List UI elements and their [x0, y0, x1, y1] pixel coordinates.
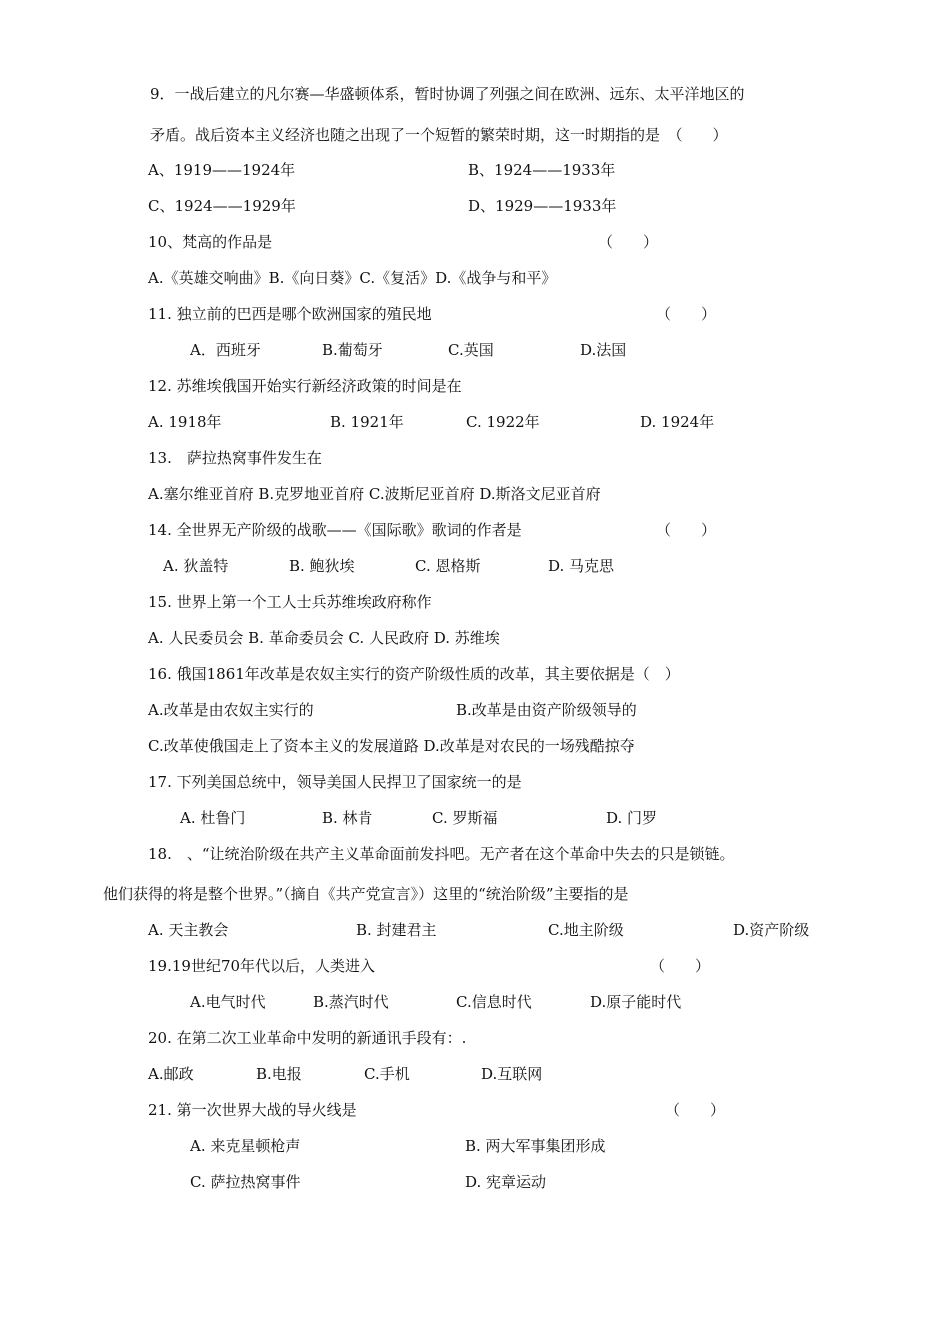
q21-option-d: D. 宪章运动: [465, 1173, 547, 1191]
q19-stem: 19.19世纪70年代以后，人类进入: [148, 957, 376, 975]
q19-option-d: D.原子能时代: [590, 993, 682, 1011]
q11-option-a: A．西班牙: [190, 341, 261, 359]
q14-option-d: D. 马克思: [548, 557, 615, 575]
q12-option-b: B. 1921年: [330, 413, 404, 431]
q12-option-d: D. 1924年: [640, 413, 715, 431]
q10-options: A.《英雄交响曲》B.《向日葵》C.《复活》D.《战争与和平》: [148, 269, 557, 287]
q14-option-c: C. 恩格斯: [415, 557, 481, 575]
q9-option-a: A、1919——1924年: [148, 161, 296, 179]
q18-stem-line1: 18. 、“让统治阶级在共产主义革命面前发抖吧。无产者在这个革命中失去的只是锁链。: [148, 845, 735, 863]
q14-stem: 14. 全世界无产阶级的战歌——《国际歌》歌词的作者是: [148, 521, 522, 539]
q16-options-cd: C.改革使俄国走上了资本主义的发展道路 D.改革是对农民的一场残酷掠夺: [148, 737, 635, 755]
q11-option-b: B.葡萄牙: [322, 341, 383, 359]
q17-option-d: D. 门罗: [606, 809, 658, 827]
q9-option-c: C、1924——1929年: [148, 197, 296, 215]
q16-option-a: A.改革是由农奴主实行的: [148, 701, 314, 719]
q20-option-a: A.邮政: [148, 1065, 194, 1083]
q16-stem: 16. 俄国1861年改革是农奴主实行的资产阶级性质的改革，其主要依据是（ ）: [148, 665, 680, 683]
q21-stem: 21. 第一次世界大战的导火线是: [148, 1101, 357, 1119]
q14-answer-paren: （ ）: [656, 521, 717, 539]
q19-option-a: A.电气时代: [190, 993, 266, 1011]
q20-option-c: C.手机: [364, 1065, 410, 1083]
q21-option-b: B. 两大军事集团形成: [465, 1137, 606, 1155]
q16-option-b: B.改革是由资产阶级领导的: [456, 701, 637, 719]
q19-option-c: C.信息时代: [456, 993, 532, 1011]
q13-options: A.塞尔维亚首府 B.克罗地亚首府 C.波斯尼亚首府 D.斯洛文尼亚首府: [148, 485, 601, 503]
q18-option-a: A. 天主教会: [148, 921, 229, 939]
q14-option-a: A. 狄盖特: [163, 557, 229, 575]
q9-stem-line2: 矛盾。战后资本主义经济也随之出现了一个短暂的繁荣时期，这一时期指的是 （ ）: [150, 126, 728, 144]
q21-option-a: A. 来克星顿枪声: [190, 1137, 301, 1155]
q17-stem: 17. 下列美国总统中，领导美国人民捍卫了国家统一的是: [148, 773, 522, 791]
q13-stem: 13. 萨拉热窝事件发生在: [148, 449, 322, 467]
q15-stem: 15. 世界上第一个工人士兵苏维埃政府称作: [148, 593, 432, 611]
q10-answer-paren: （ ）: [598, 233, 659, 251]
q18-option-b: B. 封建君主: [356, 921, 437, 939]
q18-option-d: D.资产阶级: [733, 921, 810, 939]
q20-option-d: D.互联网: [481, 1065, 543, 1083]
q11-stem: 11. 独立前的巴西是哪个欧洲国家的殖民地: [148, 305, 432, 323]
q12-option-c: C. 1922年: [466, 413, 540, 431]
q17-option-a: A. 杜鲁门: [180, 809, 246, 827]
q17-option-b: B. 林肯: [322, 809, 373, 827]
q10-stem: 10、梵高的作品是: [148, 233, 273, 251]
q20-option-b: B.电报: [256, 1065, 302, 1083]
q9-stem-line1: 9．一战后建立的凡尔赛—华盛顿体系，暂时协调了列强之间在欧洲、远东、太平洋地区的: [150, 85, 745, 103]
q9-option-d: D、1929——1933年: [468, 197, 617, 215]
q12-option-a: A. 1918年: [148, 413, 222, 431]
q21-answer-paren: （ ）: [665, 1101, 726, 1119]
q20-stem: 20. 在第二次工业革命中发明的新通讯手段有：.: [148, 1029, 467, 1047]
q11-option-d: D.法国: [580, 341, 627, 359]
q11-answer-paren: （ ）: [656, 305, 717, 323]
q19-answer-paren: （ ）: [650, 957, 711, 975]
q9-option-b: B、1924——1933年: [468, 161, 616, 179]
q11-option-c: C.英国: [448, 341, 494, 359]
q18-stem-line2: 他们获得的将是整个世界。”（摘自《共产党宣言》）这里的“统治阶级”主要指的是: [103, 885, 629, 903]
q19-option-b: B.蒸汽时代: [313, 993, 389, 1011]
q18-option-c: C.地主阶级: [548, 921, 624, 939]
q12-stem: 12. 苏维埃俄国开始实行新经济政策的时间是在: [148, 377, 462, 395]
q14-option-b: B. 鲍狄埃: [289, 557, 355, 575]
q17-option-c: C. 罗斯福: [432, 809, 498, 827]
q21-option-c: C. 萨拉热窝事件: [190, 1173, 301, 1191]
q15-options: A. 人民委员会 B. 革命委员会 C. 人民政府 D. 苏维埃: [148, 629, 500, 647]
